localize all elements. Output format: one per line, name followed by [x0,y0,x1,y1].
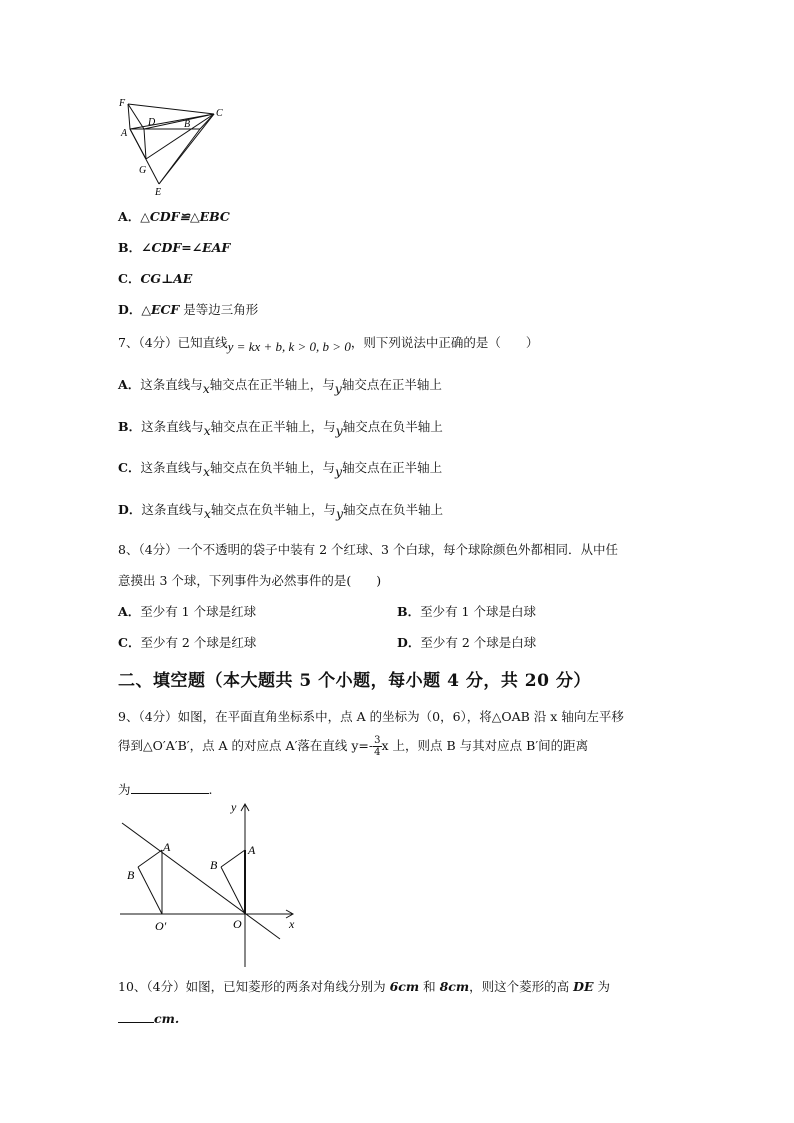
seg-CG [146,114,214,159]
option-text: CG⊥AE [140,271,193,286]
q10-diagonal-2: 8cm [439,979,470,994]
option-key: D． [397,635,421,650]
q10-diagonal-1: 6cm [389,979,420,994]
q8-option-c [118,633,256,651]
q10-stem-line2 [118,1011,179,1026]
var-y: y [335,423,343,438]
q6-option-c [118,269,192,287]
option-key: A． [118,604,141,619]
option-key: C． [118,271,141,286]
option-part: 轴交点在负半轴上，与 [210,502,336,517]
var-x: x [203,506,211,521]
option-part: 轴交点在正半轴上 [342,460,443,475]
option-math: △ECF [141,302,180,317]
option-text: 至少有 2 个球是白球 [420,635,537,650]
right-segment-A-B [221,850,245,867]
seg-AC [130,114,214,129]
q10-stem-line1 [118,977,610,995]
label-A-left: A [163,840,171,854]
var-y: y [335,506,343,521]
q8-option-a [118,602,256,620]
option-part: 这条直线与 [141,419,204,434]
option-part: 轴交点在正半轴上，与 [210,419,336,434]
option-key: B． [118,419,142,434]
q6-option-d [118,300,258,318]
option-part: 轴交点在负半轴上 [343,502,444,517]
option-text: △CDF≌△EBC [140,209,230,224]
q7-stem-math: y = kx + b, k > 0, b > 0 [227,339,351,354]
option-text: 至少有 1 个球是白球 [420,604,536,619]
q9-figure [112,795,308,970]
answer-blank[interactable] [131,793,209,794]
q9-line3-end: . [208,782,213,797]
option-key: C． [118,460,141,475]
q10-part-b: 和 [419,979,440,994]
q6-figure [118,96,230,198]
var-x: x [203,423,211,438]
label-E: E [155,187,162,198]
option-text: ∠CDF=∠EAF [141,240,231,255]
label-A-right: A [248,843,256,857]
label-C: C [216,108,223,119]
label-O-prime: O′ [155,919,167,933]
q6-option-b [118,238,230,256]
label-A: A [121,128,128,139]
option-part: 这条直线与 [140,377,203,392]
q8-stem-line2: 意摸出 3 个球，下列事件为必然事件的是( ) [118,573,382,588]
q7-stem-suffix: ，则下列说法中正确的是（ ） [350,335,539,350]
seg-DG [144,129,146,159]
q7-option-a [118,375,442,396]
option-part: 轴交点在正半轴上，与 [209,377,335,392]
seg-FC [128,104,214,114]
option-text: 是等边三角形 [179,302,259,317]
var-y: y [335,464,343,479]
q8-option-b [397,602,536,620]
q7-stem-prefix: 7、（4分）已知直线 [118,335,228,350]
left-segment-A-prime-B-prime [138,850,162,867]
option-key: B． [397,604,421,619]
label-O: O [233,917,242,931]
option-key: A． [118,377,141,392]
label-B-left: B [127,868,135,882]
q10-unit: cm. [154,1011,180,1026]
answer-blank[interactable] [118,1022,154,1023]
option-key: A． [118,209,141,224]
seg-FA [128,104,130,129]
q10-part-c: ，则这个菱形的高 [469,979,574,994]
seg-FD [128,104,144,129]
q7-option-b [118,417,443,438]
label-D: D [148,117,156,128]
right-segment-B-O [221,867,245,914]
label-x: x [289,917,295,931]
q7-option-c [118,458,443,479]
label-B-right: B [210,858,218,872]
option-part: 轴交点在正半轴上 [341,377,442,392]
q9-stem-line2 [118,735,588,758]
q7-option-d [118,500,444,521]
label-B: B [184,119,191,130]
option-part: 这条直线与 [141,502,204,517]
option-part: 轴交点在负半轴上 [342,419,443,434]
q9-stem-line1: 9、（4分）如图，在平面直角坐标系中，点 A 的坐标为（0，6），将△OAB 沿 x 轴向左平移 [118,709,624,724]
label-G: G [139,165,147,176]
q10-part-a: 10、（4分）如图，已知菱形的两条对角线分别为 [118,979,390,994]
left-segment-B-prime-O-prime [138,867,162,914]
label-y: y [231,800,237,814]
seg-AG [130,129,146,159]
option-part: 轴交点在负半轴上，与 [210,460,336,475]
option-key: D． [118,502,142,517]
label-F: F [119,98,126,109]
q9-line3-label: 为 [118,782,131,797]
option-text: 至少有 2 个球是红球 [140,635,257,650]
option-key: C． [118,635,141,650]
q8-option-d [397,633,536,651]
q10-part-d: 为 [593,979,610,994]
option-text: 至少有 1 个球是红球 [140,604,257,619]
q7-stem [118,333,539,354]
fraction-denominator: 4 [374,747,381,758]
var-x: x [202,464,211,479]
q9-line2-b: x 上，则点 B 与其对应点 B′间的距离 [381,738,589,753]
fraction-numerator: 3 [374,735,381,746]
q10-height-label: DE [573,979,594,994]
var-x: x [202,381,210,396]
fraction [373,735,381,758]
option-key: B． [118,240,142,255]
option-key: D． [118,302,142,317]
q9-line2-a: 得到△O′A′B′，点 A 的对应点 A′落在直线 y=- [118,738,374,753]
q6-option-a [118,207,230,225]
section-heading: 二、填空题（本大题共 5 个小题，每小题 4 分，共 20 分） [118,671,591,691]
var-y: y [334,381,342,396]
q8-stem-line1: 8、（4分）一个不透明的袋子中装有 2 个红球、3 个白球，每个球除颜色外都相同．从中任 [118,542,618,557]
option-part: 这条直线与 [140,460,203,475]
